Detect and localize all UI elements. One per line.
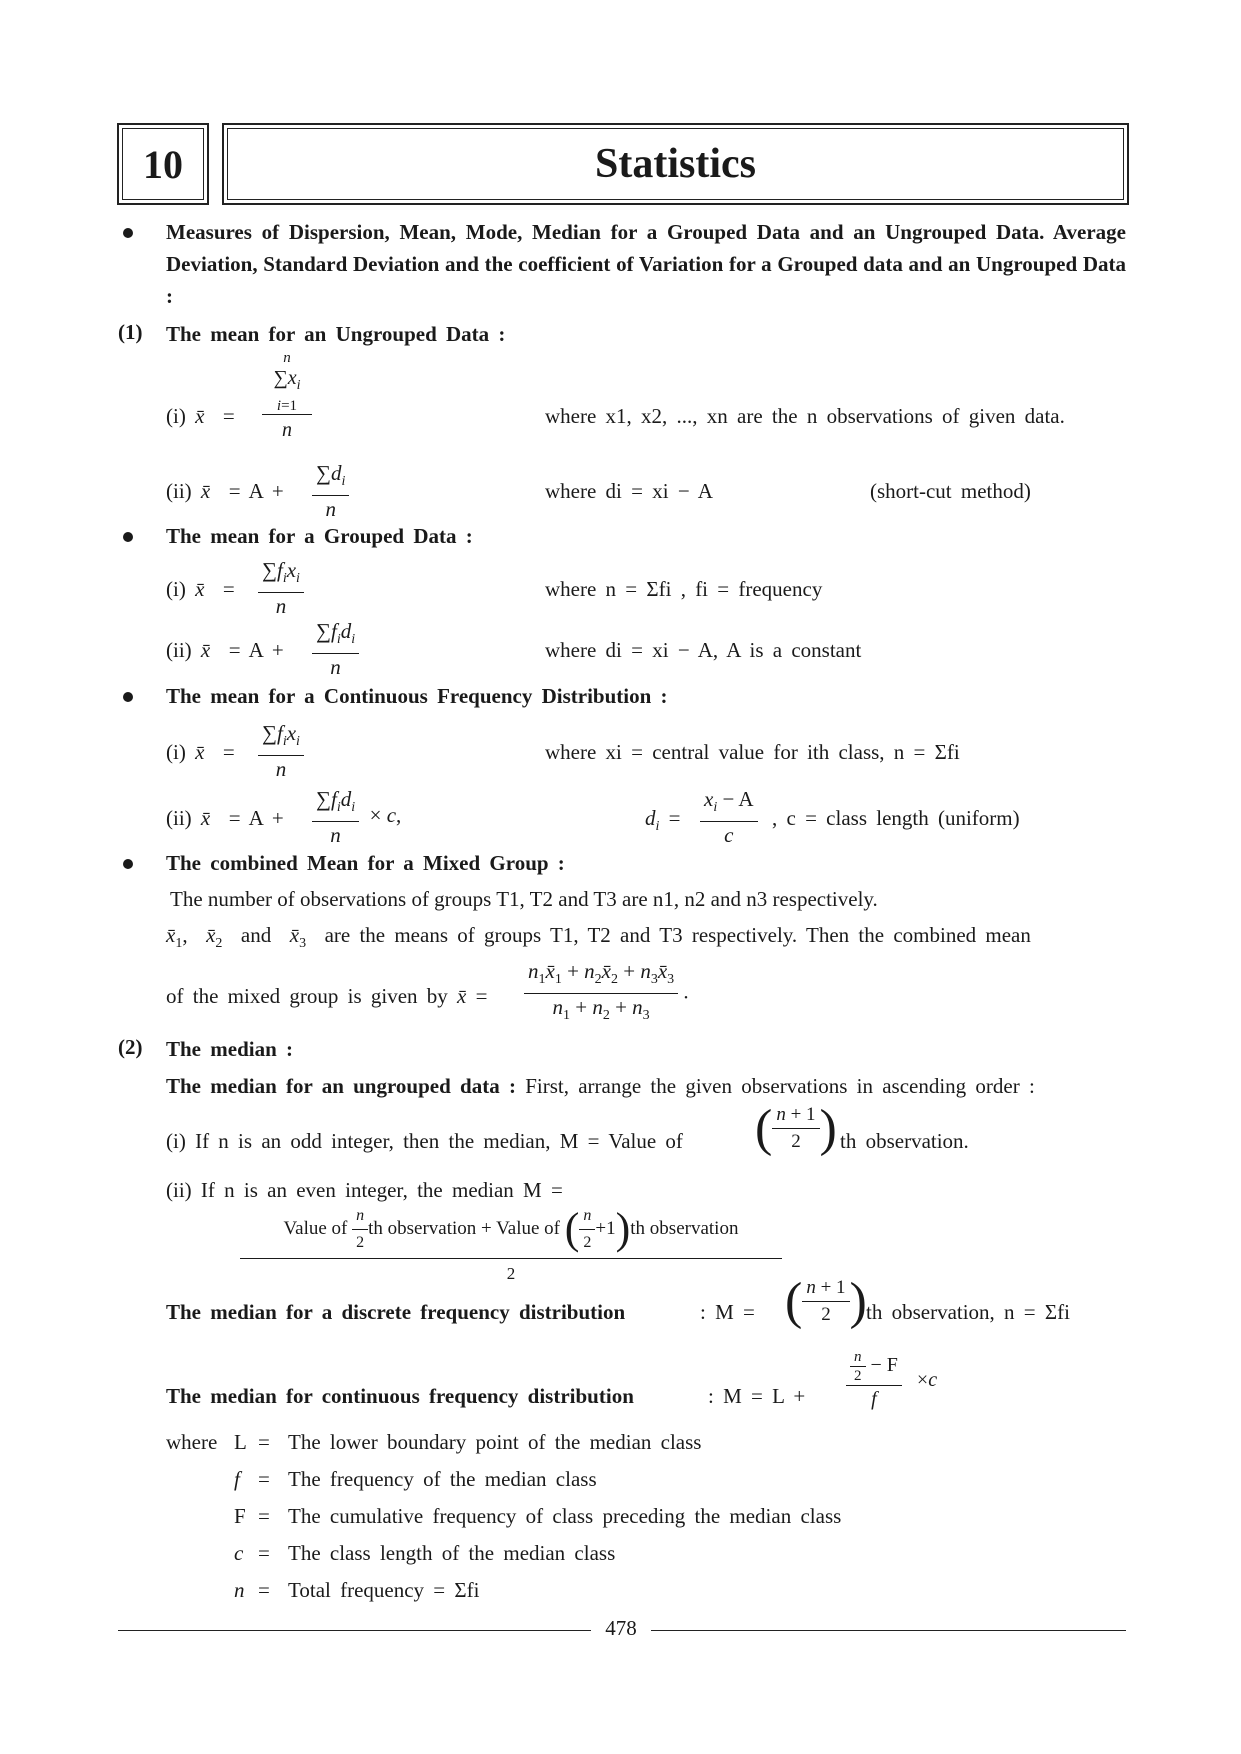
formula-label: (ii) x̄ = A + <box>166 638 284 662</box>
footer-rule-left <box>118 1630 591 1631</box>
formula-where: where xi = central value for ith class, n = Σfi <box>545 740 960 764</box>
section-title: The mean for a Continuous Frequency Distribution : <box>166 684 668 708</box>
formula-sum: n $\sum x_i$ i=1 n <box>262 350 312 445</box>
paragraph: th observation, n = Σfi <box>866 1300 1070 1324</box>
chapter-number: 10 <box>117 123 209 205</box>
formula-note: (short-cut method) <box>870 479 1031 503</box>
chapter-title: Statistics <box>222 123 1129 205</box>
page-number: 478 <box>605 1616 637 1640</box>
bullet-icon <box>123 228 133 238</box>
formula-label: (i) x̄ = <box>166 740 235 764</box>
paragraph: The median for continuous frequency distribution <box>166 1384 634 1408</box>
formula-where: where x1, x2, ..., xn are the n observations of given data. <box>545 404 1065 428</box>
section-title: The combined Mean for a Mixed Group : <box>166 851 565 875</box>
formula-frac: $\frac{\sum f_ix_i}{n}$ <box>258 720 304 782</box>
formula-paren: ( $\frac{n + 1}{2}$ ) <box>755 1099 837 1157</box>
list-item: L = The lower boundary point of the median class <box>234 1430 702 1454</box>
list-item: c = The class length of the median class <box>234 1541 616 1565</box>
formula-paren: ( $\frac{n + 1}{2}$ ) <box>785 1272 867 1330</box>
footer-rule-right <box>651 1630 1126 1631</box>
formula-frac: $\frac{\sum d_i}{n}$ <box>312 460 349 522</box>
list-item: F = The cumulative frequency of class preceding the median class <box>234 1504 842 1528</box>
formula-where: where n = Σfi , fi = frequency <box>545 577 823 601</box>
formula-frac: $\frac{x_i - A}{c}$ <box>700 786 758 848</box>
formula-label: (ii) x̄ = A + <box>166 806 284 830</box>
formula-frac: $\frac{\sum f_id_i}{n}$ × c, <box>312 786 401 848</box>
formula-m: : M = L + <box>708 1384 806 1408</box>
formula-frac: $\frac{n_1x̄_1 + n_2x̄_2 + n_3x̄_3}{n_1 + n_2 + n_3}$ . <box>524 958 689 1029</box>
section-title: The median : <box>166 1037 294 1061</box>
formula-where: where di = xi − A <box>545 479 713 503</box>
paragraph: $x̄_1$, $x̄_2$ and $x̄_3$ are the means of groups T1, T2 and T3 respectively. Then the combined mean <box>166 923 1031 952</box>
formula-even-median: Value of $\frac{n}{2}$ th observation + Value of ( $\frac{n}{2}$ +1 ) th observation 2 <box>240 1200 782 1289</box>
formula-where: where di = xi − A, A is a constant <box>545 638 862 662</box>
where-list <box>234 1426 841 1611</box>
section-number: (1) <box>118 320 143 344</box>
formula-label: (i) x̄ = <box>166 577 235 601</box>
section-title: The mean for an Ungrouped Data : <box>166 322 506 346</box>
paragraph: th observation. <box>840 1129 969 1153</box>
section-title: The mean for a Grouped Data : <box>166 524 473 548</box>
formula-di: $d_i$ = <box>645 806 681 835</box>
formula-frac: $\frac{\sum f_id_i}{n}$ <box>312 618 359 680</box>
bullet-icon <box>123 692 133 702</box>
where-label: where <box>166 1430 218 1454</box>
intro-paragraph: Measures of Dispersion, Mean, Mode, Median for a Grouped Data and an Ungrouped Data. Average Deviation, Standard Deviation and the coefficient of Variation for a Grouped data and an Ungrouped Data : <box>166 220 1126 308</box>
formula-m: : M = <box>700 1300 755 1324</box>
bullet-icon <box>123 859 133 869</box>
list-item: n = Total frequency = Σfi <box>234 1578 480 1602</box>
formula-label: (i) x̄ = <box>166 404 235 428</box>
section-number: (2) <box>118 1035 143 1059</box>
formula-frac: $\frac{n}{2}$ − F f × c <box>846 1348 937 1412</box>
paragraph: The median for a discrete frequency distribution <box>166 1300 626 1324</box>
paragraph: The median for an ungrouped data : First, arrange the given observations in ascending order : <box>166 1074 1035 1098</box>
paragraph: The number of observations of groups T1, T2 and T3 are n1, n2 and n3 respectively. <box>170 887 878 911</box>
formula-label: (ii) x̄ = A + <box>166 479 284 503</box>
formula-where: , c = class length (uniform) <box>772 806 1020 830</box>
bullet-icon <box>123 532 133 542</box>
paragraph: of the mixed group is given by x̄ = <box>166 984 488 1008</box>
paragraph: (ii) If n is an even integer, the median M = <box>166 1178 563 1202</box>
list-item: f = The frequency of the median class <box>234 1467 597 1491</box>
paragraph: (i) If n is an odd integer, then the median, M = Value of <box>166 1129 683 1153</box>
formula-frac: $\frac{\sum f_ix_i}{n}$ <box>258 557 304 619</box>
